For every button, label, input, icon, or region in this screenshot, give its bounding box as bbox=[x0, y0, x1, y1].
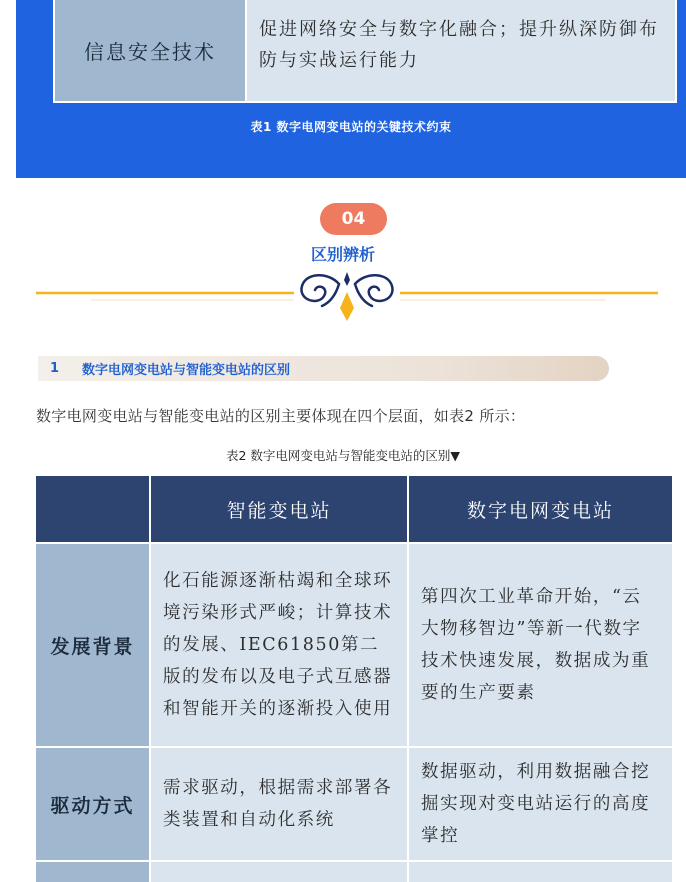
table-row-label-partial bbox=[36, 862, 149, 882]
table-cell-text: 第四次工业革命开始，“云大物移智边”等新一代数字技术快速发展，数据成为重要的生产要素 bbox=[421, 587, 651, 703]
table1-caption: 表1 数字电网变电站的关键技术约束 bbox=[250, 120, 452, 134]
table-row-label: 发展背景 bbox=[36, 544, 149, 746]
table1-row-label: 信息安全技术 bbox=[55, 0, 245, 101]
table-header-empty bbox=[36, 476, 149, 542]
subsection-title: 数字电网变电站与智能变电站的区别 bbox=[82, 363, 291, 378]
table-header-digital: 数字电网变电站 bbox=[409, 476, 672, 542]
subsection-number: 1 bbox=[50, 361, 60, 376]
subsection-heading bbox=[38, 356, 609, 381]
table-cell-text: 需求驱动，根据需求部署各类装置和自动化系统 bbox=[163, 778, 393, 830]
table2-caption: 表2 数字电网变电站与智能变电站的区别▼ bbox=[225, 448, 461, 463]
table-cell-text: 数据驱动，利用数据融合挖掘实现对变电站运行的高度掌控 bbox=[421, 762, 651, 846]
table-row-label: 驱动方式 bbox=[36, 748, 149, 860]
table1-row bbox=[53, 0, 677, 103]
table-header-smart: 智能变电站 bbox=[151, 476, 407, 542]
table1-panel bbox=[16, 0, 686, 178]
comparison-table bbox=[36, 476, 672, 876]
table-cell-smart bbox=[151, 748, 407, 860]
intro-paragraph: 数字电网变电站与智能变电站的区别主要体现在四个层面，如表2 所示： bbox=[36, 407, 526, 425]
table1-row-text: 促进网络安全与数字化融合；提升纵深防御布防与实战运行能力 bbox=[245, 0, 675, 101]
table-cell-digital bbox=[409, 748, 672, 860]
section-title: 区别辨析 bbox=[310, 245, 375, 264]
table-cell-partial bbox=[151, 862, 407, 882]
table-cell-partial bbox=[409, 862, 672, 882]
table-cell-text: 化石能源逐渐枯竭和全球环境污染形式严峻；计算技术的发展、IEC61850第二版的发布以及电子式互感器和智能开关的逐渐投入使用 bbox=[163, 571, 393, 719]
table-cell-digital bbox=[409, 544, 672, 746]
section-number-badge: 04 bbox=[320, 203, 387, 235]
ornament-divider-icon bbox=[36, 266, 658, 322]
table-cell-smart bbox=[151, 544, 407, 746]
